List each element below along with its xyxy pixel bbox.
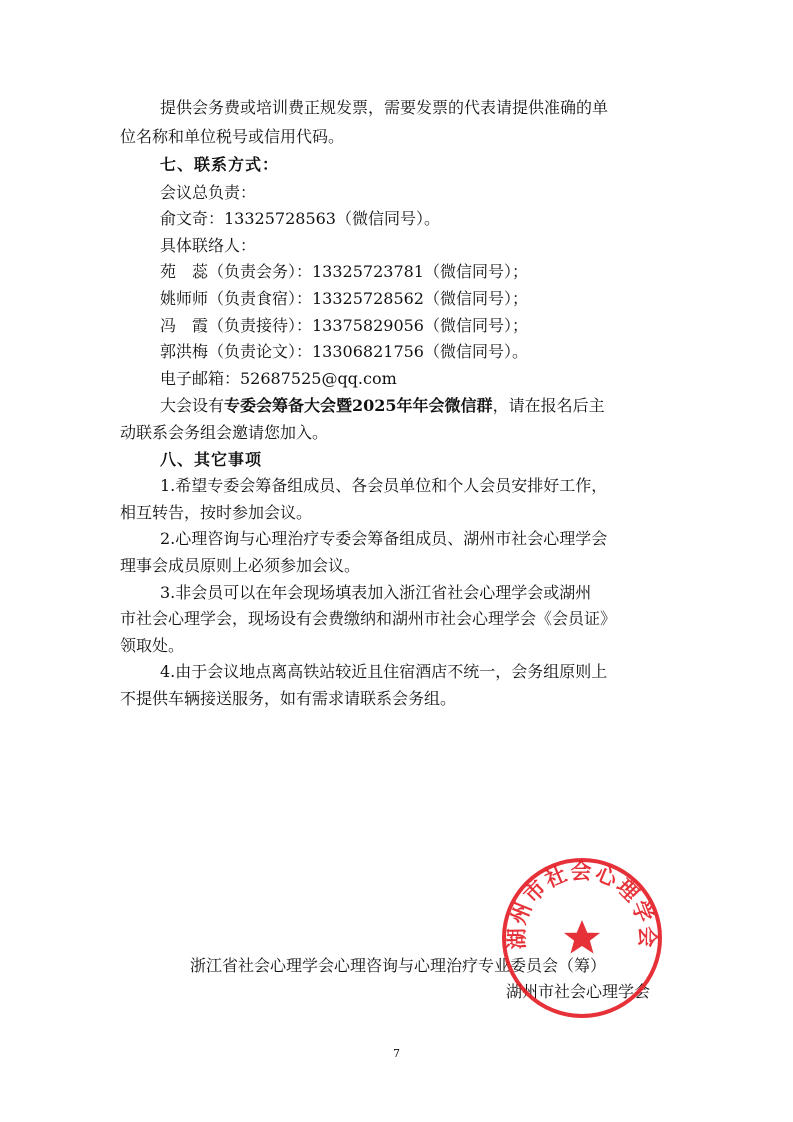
contact-line: 苑 蕊（负责会务）：13325723781（微信同号）；	[160, 262, 528, 281]
signature-org-1: 浙江省社会心理学会心理咨询与心理治疗专业委员会（筹）	[190, 956, 607, 975]
overall-contact: 俞文奇：13325728563（微信同号）。	[160, 209, 440, 228]
invoice-line-2: 位名称和单位税号或信用代码。	[120, 127, 345, 146]
signature-org-2: 湖州市社会心理学会	[506, 982, 651, 1001]
wechat-suffix: ，请在报名后主	[492, 396, 605, 415]
section-8-heading: 八、其它事项	[160, 450, 263, 469]
item-4-line-2: 不提供车辆接送服务，如有需求请联系会务组。	[120, 689, 457, 708]
overall-label: 会议总负责：	[160, 183, 257, 202]
official-seal	[500, 856, 664, 1020]
contact-line: 郭洪梅（负责论文）：13306821756（微信同号）。	[160, 342, 528, 361]
item-1-line-1: 1.希望专委会筹备组成员、各会员单位和个人会员安排好工作，	[160, 476, 608, 495]
contact-line: 姚师师（负责食宿）：13325728562（微信同号）；	[160, 289, 528, 308]
item-3-line-2: 市社会心理学会，现场设有会费缴纳和湖州市社会心理学会《会员证》	[120, 609, 617, 628]
wechat-line-2: 动联系会务组会邀请您加入。	[120, 423, 329, 442]
seal-text: 湖州市社会心理学会	[504, 859, 660, 950]
item-1-line-2: 相互转告，按时参加会议。	[120, 503, 313, 522]
contact-line: 冯 霞（负责接待）：13375829056（微信同号）；	[160, 316, 528, 335]
wechat-group-name: 专委会筹备大会暨2025年年会微信群	[224, 396, 493, 415]
item-3-line-3: 领取处。	[120, 636, 185, 655]
invoice-line-1: 提供会务费或培训费正规发票，需要发票的代表请提供准确的单	[160, 98, 609, 117]
item-2-line-2: 理事会成员原则上必须参加会议。	[120, 556, 361, 575]
item-2-line-1: 2.心理咨询与心理治疗专委会筹备组成员、湖州市社会心理学会	[160, 529, 608, 548]
wechat-prefix: 大会设有	[160, 396, 225, 415]
item-3-line-1: 3.非会员可以在年会现场填表加入浙江省社会心理学会或湖州	[160, 583, 592, 602]
seal-star-icon	[564, 920, 600, 954]
page-number: 7	[393, 1047, 400, 1060]
contacts-label: 具体联络人：	[160, 236, 257, 255]
item-4-line-1: 4.由于会议地点离高铁站较近且住宿酒店不统一，会务组原则上	[160, 662, 608, 681]
wechat-line-1	[160, 396, 605, 416]
section-7-heading: 七、联系方式：	[160, 155, 280, 174]
email-line: 电子邮箱：52687525@qq.com	[160, 369, 397, 388]
